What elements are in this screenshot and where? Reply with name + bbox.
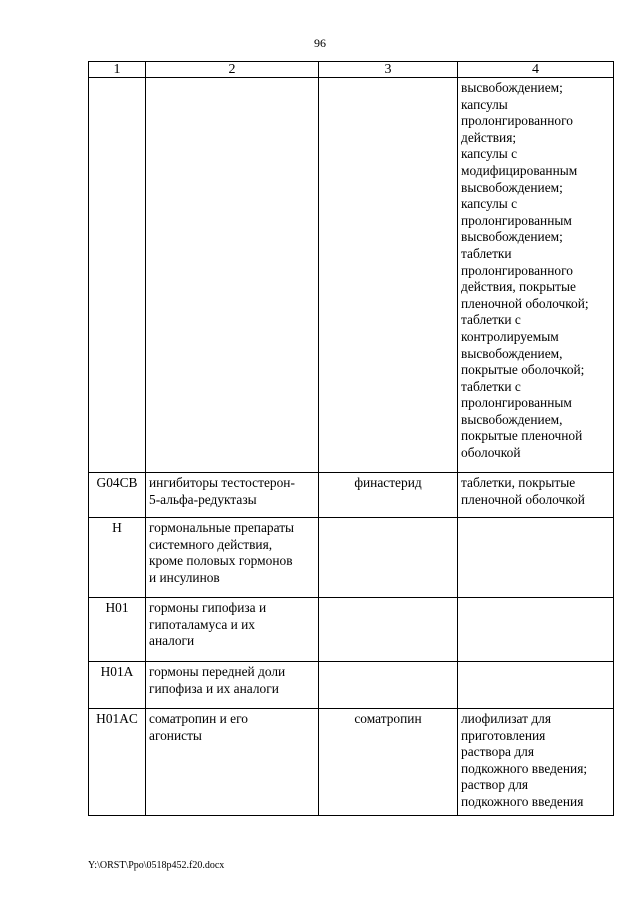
inn-cell: финастерид (319, 473, 458, 518)
dosage-forms-cell: таблетки, покрытые пленочной оболочкой (458, 473, 614, 518)
inn-cell (319, 78, 458, 473)
table-row (89, 78, 614, 473)
atc-code-cell: H01AC (89, 709, 146, 816)
atc-code-cell (89, 78, 146, 473)
page-number: 96 (314, 36, 326, 50)
group-name-cell: гормоны гипофиза и гипоталамуса и их аналоги (146, 598, 319, 662)
dosage-forms-cell: лиофилизат для приготовления раствора для подкожного введения; раствор для подкожного введения (458, 709, 614, 816)
group-name-cell: гормоны передней доли гипофиза и их аналоги (146, 662, 319, 709)
group-name-cell: гормональные препараты системного действия, кроме половых гормонов и инсулинов (146, 518, 319, 598)
drug-list-table (88, 61, 614, 816)
dosage-forms-cell (458, 518, 614, 598)
group-name-cell: соматропин и его агонисты (146, 709, 319, 816)
atc-code-cell: H01A (89, 662, 146, 709)
dosage-forms-cell: высвобождением; капсулы пролонгированного действия; капсулы с модифицированным высвобождением; капсулы с пролонгированным высвобождением; таблетки пролонгированного действия, покрытые пленочной оболочкой; таблетки с контролируемым высвобождением, покрытые оболочкой; таблетки с пролонгированным высвобождением, покрытые пленочной оболочкой (458, 78, 614, 473)
atc-code-cell: G04CB (89, 473, 146, 518)
column-header-1: 1 (89, 62, 146, 78)
inn-cell: соматропин (319, 709, 458, 816)
column-header-3: 3 (319, 62, 458, 78)
table-row (89, 709, 614, 816)
group-name-cell (146, 78, 319, 473)
inn-cell (319, 518, 458, 598)
inn-cell (319, 598, 458, 662)
atc-code-cell: H (89, 518, 146, 598)
table-row (89, 473, 614, 518)
dosage-forms-cell (458, 662, 614, 709)
atc-code-cell: H01 (89, 598, 146, 662)
table-header-row (89, 62, 614, 78)
file-path-footer: Y:\ORST\Ppo\0518p452.f20.docx (88, 860, 225, 871)
inn-cell (319, 662, 458, 709)
table-row (89, 518, 614, 598)
table-row (89, 662, 614, 709)
table-row (89, 598, 614, 662)
dosage-forms-cell (458, 598, 614, 662)
column-header-4: 4 (458, 62, 614, 78)
group-name-cell: ингибиторы тестостерон- 5-альфа-редуктазы (146, 473, 319, 518)
column-header-2: 2 (146, 62, 319, 78)
